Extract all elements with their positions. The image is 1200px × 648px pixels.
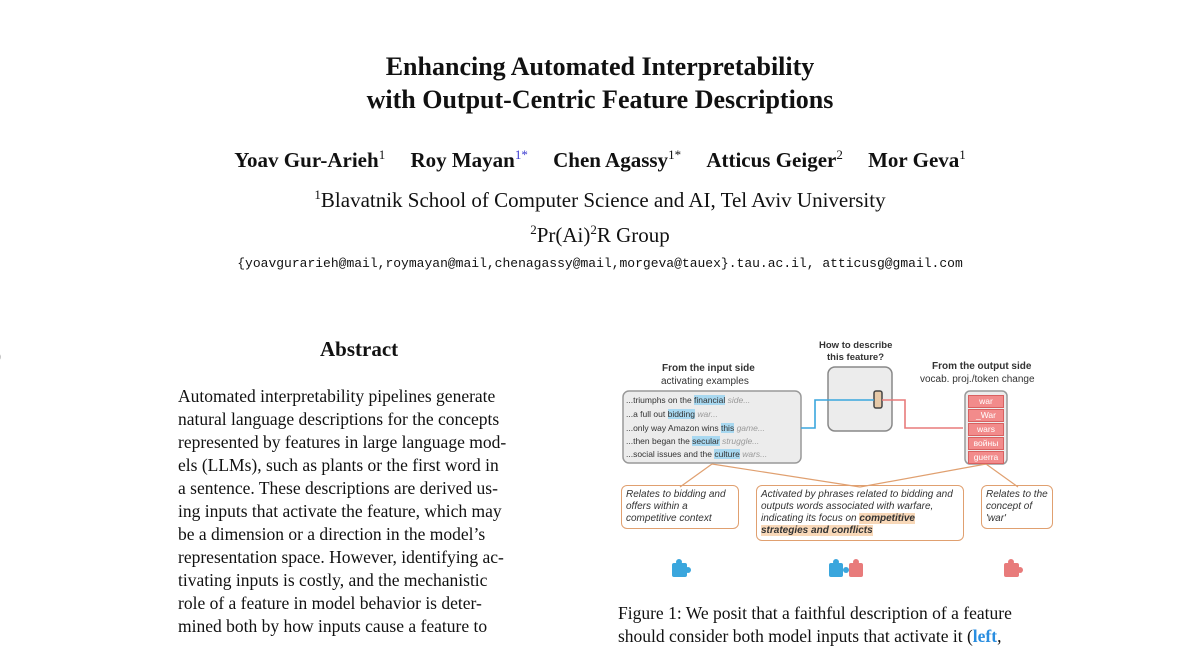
description-output-based: Relates to the concept of 'war' [981, 485, 1053, 529]
example-line: ...only way Amazon wins this game... [626, 423, 765, 433]
abstract-line: ing inputs that activate the feature, which may [178, 501, 502, 521]
example-line: ...then began the secular struggle... [626, 436, 760, 446]
figure-caption-line: Figure 1: We posit that a faithful description of a feature [618, 603, 1012, 623]
example-line: ...a full out bidding war... [626, 409, 718, 419]
output-token: wars [968, 423, 1004, 436]
author: Chen Agassy$^{1*}$ [553, 147, 682, 172]
author: Yoav Gur-Arieh$^1$ [234, 147, 386, 172]
title-line-1: Enhancing Automated Interpretability [385, 52, 815, 81]
center-title-1: How to describe [819, 340, 893, 351]
output-token: войны [968, 437, 1004, 450]
center-title-2: this feature? [827, 352, 885, 363]
abstract-line: represented by features in large language mod- [178, 432, 507, 452]
abstract-line: representation space. However, identifying ac- [178, 547, 504, 567]
input-side-title: From the input side [662, 363, 755, 374]
author: Mor Geva$^1$ [868, 147, 966, 172]
author: Atticus Geiger$^2$ [706, 147, 843, 172]
output-side-subtitle: vocab. proj./token change [920, 374, 1035, 385]
abstract-line: Automated interpretability pipelines generate [178, 386, 496, 406]
output-token: war [968, 395, 1004, 408]
example-line: ...social issues and the culture wars... [626, 449, 768, 459]
output-side-title: From the output side [932, 361, 1032, 372]
abstract-line: be a dimension or a direction in the model’s [178, 524, 486, 544]
description-combined: Activated by phrases related to bidding and outputs words associated with warfare, indicating its focus on competitive strategies and conflicts [756, 485, 964, 541]
output-token: guerra [968, 451, 1004, 464]
input-side-subtitle: activating examples [661, 376, 749, 387]
abstract-line: tivating inputs is costly, and the mechanistic [178, 570, 488, 590]
abstract-heading: Abstract [320, 337, 399, 361]
abstract-line: mined both by how inputs cause a feature to [178, 616, 488, 636]
abstract-line: role of a feature in model behavior is deter- [178, 593, 482, 613]
figure-caption-line: should consider both model inputs that activate it (left, [618, 626, 1002, 646]
caption-left-link[interactable]: left [972, 626, 998, 646]
abstract-line: els (LLMs), such as plants or the first word in [178, 455, 499, 475]
description-input-based: Relates to bidding and offers within a competitive context [621, 485, 739, 529]
abstract-line: natural language descriptions for the concepts [178, 409, 500, 429]
title-line-2: with Output-Centric Feature Descriptions [366, 85, 834, 114]
affiliation-2: $^2Pr(Ai)^2R$ Group [530, 222, 670, 247]
author-emails: {yoavgurarieh@mail,roymayan@mail,chenagassy@mail,morgeva@tauex}.tau.ac.il, atticusg@gmail.com [237, 256, 963, 271]
affiliation-1: $^1$Blavatnik School of Computer Science and AI, Tel Aviv University [314, 187, 886, 212]
output-token: _War [968, 409, 1004, 422]
author: Roy Mayan$^{1*}$ [410, 147, 528, 172]
abstract-line: a sentence. These descriptions are derived us- [178, 478, 498, 498]
example-line: ...triumphs on the financial side... [626, 395, 751, 405]
